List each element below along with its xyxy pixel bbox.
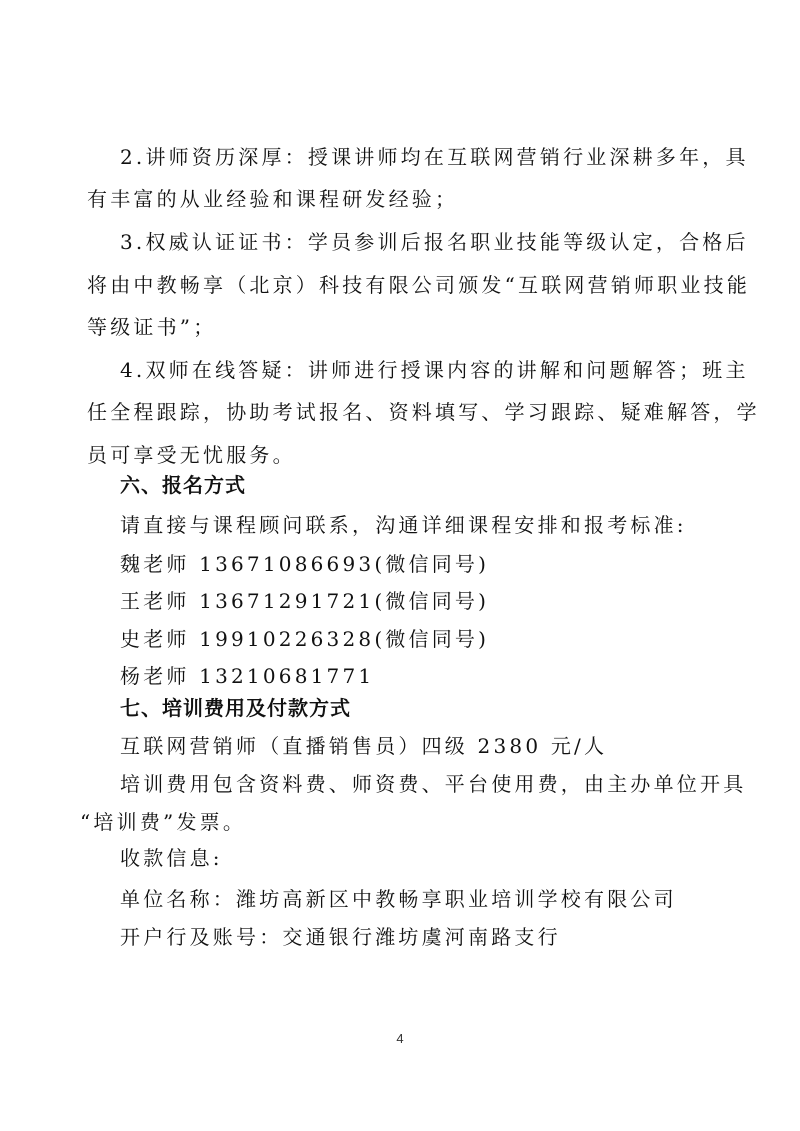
- contact-wang: 王老师 13671291721(微信同号): [120, 589, 490, 613]
- contact-yang: 杨老师 13210681771: [120, 664, 375, 688]
- contact-shi: 史老师 19910226328(微信同号): [120, 627, 490, 651]
- page-number: 4: [396, 1031, 404, 1046]
- item4-line3: 员可享受无忧服务。: [87, 443, 296, 467]
- item4-line1: 4.双师在线答疑：讲师进行授课内容的讲解和问题解答；班主: [120, 358, 749, 382]
- item2-line2: 有丰富的从业经验和课程研发经验；: [87, 187, 459, 211]
- item3-line1: 3.权威认证证书：学员参训后报名职业技能等级认定，合格后: [120, 230, 749, 254]
- payment-label: 收款信息:: [120, 846, 223, 870]
- contact-wei: 魏老师 13671086693(微信同号): [120, 552, 490, 576]
- fee-line2: “培训费”发票。: [80, 810, 247, 834]
- section7-heading: 七、培训费用及付款方式: [120, 696, 351, 720]
- item3-line3: 等级证书”；: [87, 315, 217, 339]
- item3-line2: 将由中教畅享（北京）科技有限公司颁发“互联网营销师职业技能: [87, 273, 751, 297]
- fee-line1: 培训费用包含资料费、师资费、平台使用费，由主办单位开具: [120, 772, 747, 796]
- item2-line1: 2.讲师资历深厚：授课讲师均在互联网营销行业深耕多年，具: [120, 145, 749, 169]
- section6-heading: 六、报名方式: [120, 473, 246, 497]
- price-line: 互联网营销师（直播销售员）四级 2380 元/人: [120, 734, 608, 758]
- section6-intro: 请直接与课程顾问联系，沟通详细课程安排和报考标准:: [120, 513, 687, 537]
- item4-line2: 任全程跟踪，协助考试报名、资料填写、学习跟踪、疑难解答，学: [87, 400, 760, 424]
- company-name: 单位名称：潍坊高新区中教畅享职业培训学校有限公司: [120, 887, 677, 911]
- bank-info: 开户行及账号：交通银行潍坊虞河南路支行: [120, 925, 561, 949]
